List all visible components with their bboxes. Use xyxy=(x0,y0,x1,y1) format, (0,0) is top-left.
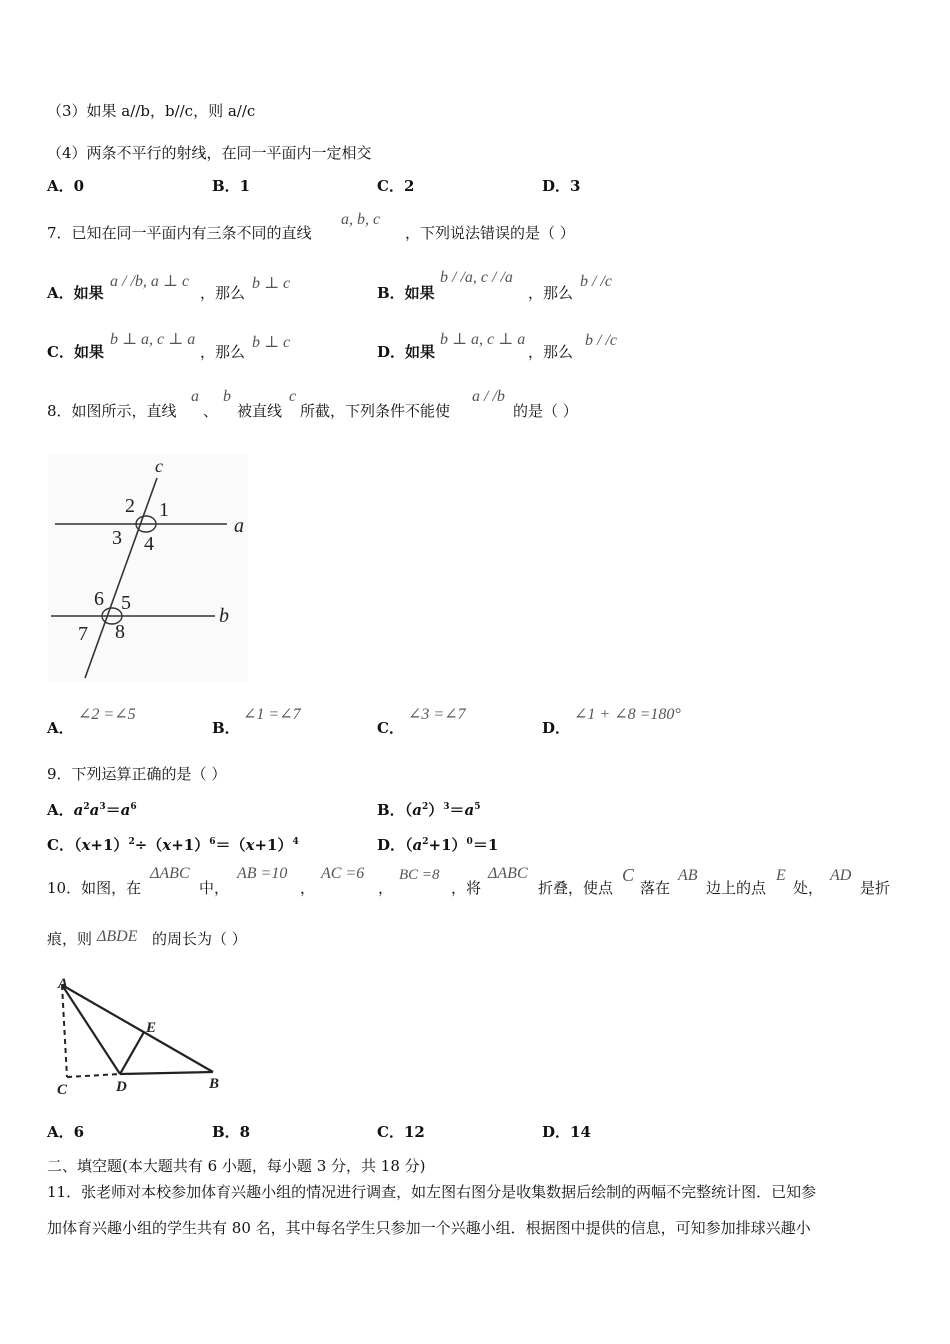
q7-option-c-then: ，那么 xyxy=(200,343,246,361)
q6-option-a: A．0 xyxy=(47,177,85,195)
q10-option-d: D．14 xyxy=(542,1123,591,1141)
fig8-label-2: 2 xyxy=(125,495,135,517)
q7-option-d-label: D．如果 xyxy=(377,343,436,361)
q7-option-a-label: A．如果 xyxy=(47,284,104,302)
q6-option-d: D．3 xyxy=(542,177,581,195)
q7-option-c-label: C．如果 xyxy=(47,343,104,361)
fig10-label-e: E xyxy=(146,1020,157,1036)
q8-var-c: c xyxy=(289,388,297,405)
q10-chu: 处， xyxy=(793,879,824,897)
q10-seg-ab: AB xyxy=(678,867,698,884)
q7-option-c-cond: b ⊥ a, c ⊥ a xyxy=(110,331,196,348)
q11-line-1: 11．张老师对本校参加体育兴趣小组的情况进行调查，如左图右图分是收集数据后绘制的两幅不完整统计图．已知参 xyxy=(47,1183,817,1201)
q7-option-b-res: b / /c xyxy=(580,273,612,290)
q9-option-d: D．$(a^2+1)^0=1$ xyxy=(377,836,499,854)
fig8-label-5: 5 xyxy=(121,592,131,614)
fig8-label-7: 7 xyxy=(78,623,88,645)
q10-jiang: ，将 xyxy=(451,879,482,897)
q8-option-d-label: D． xyxy=(542,719,571,737)
q8-option-c-label: C． xyxy=(377,719,404,737)
q7-option-d-res: b / /c xyxy=(585,332,617,349)
q8-sep: 、 xyxy=(203,402,219,420)
q8-var-b: b xyxy=(223,388,231,405)
q6-option-b: B．1 xyxy=(212,177,251,195)
q8-stem-3: 所截，下列条件不能使 xyxy=(300,402,451,420)
q10-triangle: ΔABC xyxy=(150,865,190,882)
q9-stem: 9．下列运算正确的是（ ） xyxy=(47,765,227,783)
q10-fold: 折叠，使点 xyxy=(538,879,614,897)
q8-figure xyxy=(45,452,255,684)
q10-point-c: C xyxy=(622,865,635,885)
fig8-label-4: 4 xyxy=(144,533,154,555)
q10-stem: 10．如图，在 xyxy=(47,879,142,897)
q10-seg-ad: AD xyxy=(830,867,852,884)
fig10-label-a: A xyxy=(58,976,69,992)
q10-triangle-bde: ΔBDE xyxy=(97,928,138,945)
q7-stem-end: ，下列说法错误的是（ ） xyxy=(405,224,575,242)
q8-stem: 8．如图所示，直线 xyxy=(47,402,177,420)
fig8-label-1: 1 xyxy=(159,499,169,521)
q8-option-c-expr: ∠3 =∠7 xyxy=(408,706,466,723)
fig8-label-a: a xyxy=(234,515,244,537)
q7-option-c-res: b ⊥ c xyxy=(252,334,291,351)
q8-option-a-label: A． xyxy=(47,719,74,737)
q10-ac: AC =6 xyxy=(321,865,365,882)
q7-stem: 7．已知在同一平面内有三条不同的直线 xyxy=(47,224,312,242)
q8-option-a-expr: ∠2 =∠5 xyxy=(78,706,136,723)
q7-option-b-then: ，那么 xyxy=(528,284,574,302)
q10-option-b: B．8 xyxy=(212,1123,251,1141)
q10-ab: AB =10 xyxy=(237,865,288,882)
section-title-fill-in: 二、填空题(本大题共有 6 小题，每小题 3 分，共 18 分) xyxy=(47,1157,426,1175)
fig8-label-b: b xyxy=(219,605,229,627)
q8-stem-2: 被直线 xyxy=(237,402,283,420)
q7-option-b-label: B．如果 xyxy=(377,284,435,302)
q10-luo: 落在 xyxy=(640,879,671,897)
fig10-label-b: B xyxy=(209,1076,220,1092)
q8-var-a: a xyxy=(191,388,199,405)
q8-option-d-expr: ∠1 + ∠8 =180° xyxy=(574,706,681,723)
q8-option-b-expr: ∠1 =∠7 xyxy=(243,706,301,723)
q11-line-2: 加体育兴趣小组的学生共有 80 名，其中每名学生只参加一个兴趣小组．根据图中提供的信息，可知参加排球兴趣小 xyxy=(47,1219,811,1237)
q7-option-d-cond: b ⊥ a, c ⊥ a xyxy=(440,331,526,348)
q6-statement-3: （3）如果 a//b，b//c，则 a//c xyxy=(47,102,256,120)
fig8-label-c: c xyxy=(155,456,163,476)
fig8-label-6: 6 xyxy=(94,588,104,610)
q10-comma-1: ， xyxy=(300,879,316,897)
q10-comma-2: ， xyxy=(378,879,394,897)
fig8-label-3: 3 xyxy=(112,527,122,549)
q9-option-b: B．$(a^2)^3=a^5$ xyxy=(377,801,481,819)
q10-bian: 边上的点 xyxy=(706,879,767,897)
q10-bc: BC =8 xyxy=(399,867,440,883)
q10-option-c: C．12 xyxy=(377,1123,425,1141)
fig10-label-d: D xyxy=(116,1079,127,1095)
q10-shi: 是折 xyxy=(860,879,891,897)
q10-figure xyxy=(45,972,235,1100)
q10-triangle-2: ΔABC xyxy=(488,865,528,882)
q8-relation: a / /b xyxy=(472,388,505,405)
q9-option-c: C．$(x+1)^2\div(x+1)^6=(x+1)^4$ xyxy=(47,836,299,854)
q10-point-e: E xyxy=(776,867,786,884)
fig10-label-c: C xyxy=(57,1082,68,1098)
q10-option-a: A．6 xyxy=(47,1123,85,1141)
q10-line2-end: 的周长为（ ） xyxy=(152,930,247,948)
q7-option-a-res: b ⊥ c xyxy=(252,275,291,292)
q9-option-a: A．$a^2a^3=a^6$ xyxy=(47,801,137,819)
q7-option-a-cond: a / /b, a ⊥ c xyxy=(110,273,190,290)
q10-zhong: 中， xyxy=(199,879,230,897)
q7-option-b-cond: b / /a, c / /a xyxy=(440,269,513,286)
q6-option-c: C．2 xyxy=(377,177,415,195)
q7-vars: a, b, c xyxy=(341,211,381,228)
fig8-label-8: 8 xyxy=(115,621,125,643)
q8-stem-4: 的是（ ） xyxy=(513,402,578,420)
q7-option-d-then: ，那么 xyxy=(528,343,574,361)
q7-option-a-then: ，那么 xyxy=(200,284,246,302)
q10-line2: 痕，则 xyxy=(47,930,93,948)
q6-statement-4: （4）两条不平行的射线，在同一平面内一定相交 xyxy=(47,144,372,162)
q8-option-b-label: B． xyxy=(212,719,240,737)
